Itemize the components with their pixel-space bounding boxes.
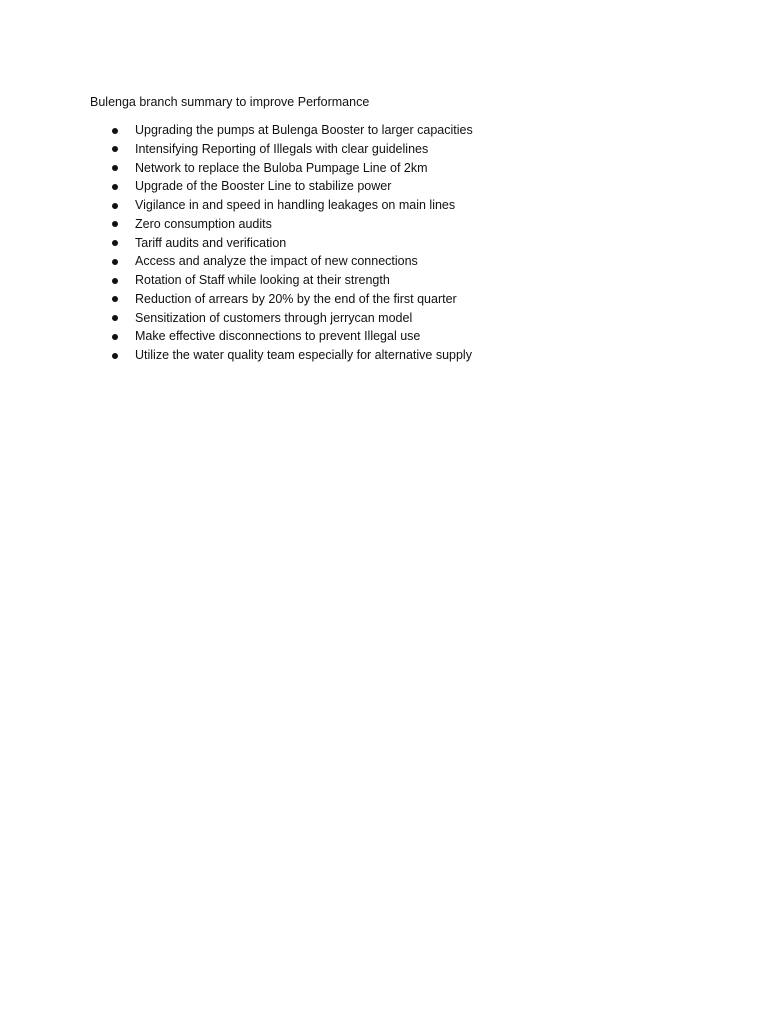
list-item-text: Upgrading the pumps at Bulenga Booster to larger capacities [135, 123, 473, 137]
bullet-icon [112, 259, 118, 265]
bullet-icon [112, 128, 118, 134]
bullet-icon [112, 240, 118, 246]
list-item-text: Upgrade of the Booster Line to stabilize power [135, 179, 392, 194]
bullet-icon [112, 278, 118, 284]
bullet-icon [112, 165, 118, 171]
bullet-icon [112, 315, 118, 321]
bullet-icon [112, 203, 118, 209]
bullet-icon [112, 334, 118, 340]
list-item-text: Intensifying Reporting of Illegals with clear guidelines [135, 141, 429, 156]
bullet-icon [112, 146, 118, 152]
bullet-icon [112, 353, 118, 359]
document-title: Bulenga branch summary to improve Performance [90, 95, 370, 109]
bullet-icon [112, 184, 118, 190]
list-item-text: Tariff audits and verification [135, 235, 287, 250]
list-item-text: Reduction of arrears by 20% by the end of the first quarter [135, 291, 457, 306]
list-item-text: Rotation of Staff while looking at their strength [135, 273, 390, 287]
list-item-text: Utilize the water quality team especially for alternative supply [135, 348, 472, 362]
list-item-text: Access and analyze the impact of new connections [135, 254, 418, 269]
bullet-icon [112, 221, 118, 227]
list-item-text: Network to replace the Buloba Pumpage Line of 2km [135, 160, 428, 175]
list-item-text: Make effective disconnections to prevent Illegal use [135, 329, 421, 344]
list-item-text: Sensitization of customers through jerrycan model [135, 310, 413, 325]
bullet-icon [112, 296, 118, 302]
list-item-text: Vigilance in and speed in handling leakages on main lines [135, 198, 456, 212]
list-item-text: Zero consumption audits [135, 216, 272, 231]
